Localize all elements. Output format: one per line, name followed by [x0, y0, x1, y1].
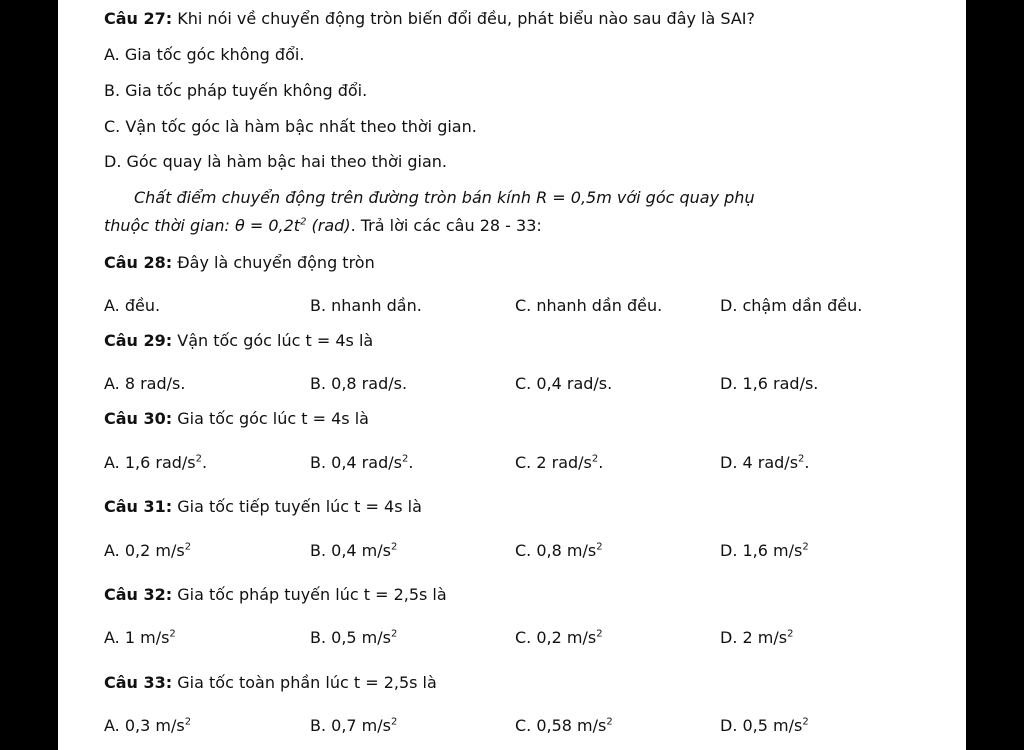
exponent: 2 — [787, 628, 794, 640]
option-c: C. nhanh dần đều. — [515, 296, 663, 315]
question-label: Câu 32: — [104, 585, 173, 604]
option-c — [515, 453, 603, 473]
question-29 — [104, 331, 373, 351]
option-c: C. 0,4 rad/s. — [515, 374, 613, 393]
question-text: Gia tốc tiếp tuyến lúc t = 4s là — [177, 497, 422, 516]
exponent: 2 — [802, 541, 809, 553]
option-value: C. 0,58 m/s — [515, 716, 607, 735]
question-label: Câu 30: — [104, 409, 173, 428]
option-a — [104, 541, 191, 561]
option-c — [515, 716, 613, 736]
option-b — [310, 453, 413, 473]
document-page — [58, 0, 966, 750]
option-period: . — [408, 453, 414, 472]
option-d: D. chậm dần đều. — [720, 296, 863, 315]
exponent: 2 — [391, 716, 398, 728]
option-value: D. 2 m/s — [720, 628, 788, 647]
exponent: 2 — [606, 716, 613, 728]
option-b: B. nhanh dần. — [310, 296, 422, 315]
question-text: Vận tốc góc lúc t = 4s là — [177, 331, 374, 350]
question-label: Câu 33: — [104, 673, 173, 692]
question-32 — [104, 585, 447, 605]
option-d — [720, 541, 809, 561]
question-text: Đây là chuyển động tròn — [177, 253, 375, 272]
exponent: 2 — [596, 541, 603, 553]
exponent: 2 — [596, 628, 603, 640]
exponent: 2 — [391, 628, 398, 640]
option-value: A. 0,2 m/s — [104, 541, 185, 560]
option-period: . — [804, 453, 810, 472]
question-text: Gia tốc toàn phần lúc t = 2,5s là — [177, 673, 437, 692]
question-text: Gia tốc góc lúc t = 4s là — [177, 409, 369, 428]
option-value: A. 1,6 rad/s — [104, 453, 196, 472]
question-text: Gia tốc pháp tuyến lúc t = 2,5s là — [177, 585, 447, 604]
question-30 — [104, 409, 369, 429]
option-c: C. Vận tốc góc là hàm bậc nhất theo thời gian. — [104, 117, 477, 136]
intro-formula-exponent: 2 — [300, 216, 307, 228]
option-a — [104, 716, 191, 736]
option-b: B. Gia tốc pháp tuyến không đổi. — [104, 81, 368, 100]
intro-unit: (rad) — [306, 216, 351, 235]
intro-text-2: . Trả lời các câu 28 - 33: — [350, 216, 542, 235]
intro-line-1 — [134, 188, 755, 208]
intro-formula: thuộc thời gian: θ = 0,2t — [104, 216, 301, 235]
intro-line-2 — [104, 216, 542, 236]
question-label: Câu 27: — [104, 9, 173, 28]
option-c — [515, 628, 603, 648]
question-label: Câu 31: — [104, 497, 173, 516]
option-value: D. 1,6 m/s — [720, 541, 803, 560]
option-value: B. 0,7 m/s — [310, 716, 391, 735]
exponent: 2 — [169, 628, 176, 640]
option-d: D. 1,6 rad/s. — [720, 374, 819, 393]
option-a: A. 8 rad/s. — [104, 374, 186, 393]
option-b — [310, 628, 397, 648]
option-value: D. 0,5 m/s — [720, 716, 803, 735]
option-a: A. Gia tốc góc không đổi. — [104, 45, 305, 64]
option-a — [104, 628, 176, 648]
option-period: . — [202, 453, 208, 472]
option-period: . — [598, 453, 604, 472]
option-a — [104, 453, 207, 473]
exponent: 2 — [195, 453, 203, 465]
exponent: 2 — [798, 453, 805, 465]
exponent: 2 — [401, 453, 409, 465]
option-value: A. 0,3 m/s — [104, 716, 185, 735]
option-d — [720, 716, 809, 736]
question-28 — [104, 253, 375, 273]
option-a: A. đều. — [104, 296, 161, 315]
option-value: B. 0,4 rad/s — [310, 453, 402, 472]
option-value: C. 0,2 m/s — [515, 628, 597, 647]
option-d: D. Góc quay là hàm bậc hai theo thời gian. — [104, 152, 447, 171]
intro-text-1: Chất điểm chuyển động trên đường tròn bán kính R = 0,5m với góc quay phụ — [134, 188, 755, 207]
exponent: 2 — [184, 716, 192, 728]
option-d — [720, 453, 810, 473]
question-label: Câu 29: — [104, 331, 173, 350]
exponent: 2 — [184, 541, 192, 553]
exponent: 2 — [802, 716, 809, 728]
option-value: D. 4 rad/s — [720, 453, 799, 472]
question-text: Khi nói về chuyển động tròn biến đổi đều, phát biểu nào sau đây là SAI? — [177, 9, 755, 28]
option-value: C. 0,8 m/s — [515, 541, 597, 560]
question-27 — [104, 9, 755, 29]
option-value: B. 0,4 m/s — [310, 541, 391, 560]
question-33 — [104, 673, 437, 693]
exponent: 2 — [591, 453, 599, 465]
option-c — [515, 541, 603, 561]
option-b — [310, 541, 397, 561]
exponent: 2 — [391, 541, 398, 553]
option-b — [310, 716, 397, 736]
option-value: C. 2 rad/s — [515, 453, 592, 472]
option-value: B. 0,5 m/s — [310, 628, 391, 647]
option-d — [720, 628, 793, 648]
option-b: B. 0,8 rad/s. — [310, 374, 408, 393]
question-31 — [104, 497, 422, 517]
option-value: A. 1 m/s — [104, 628, 170, 647]
question-label: Câu 28: — [104, 253, 173, 272]
